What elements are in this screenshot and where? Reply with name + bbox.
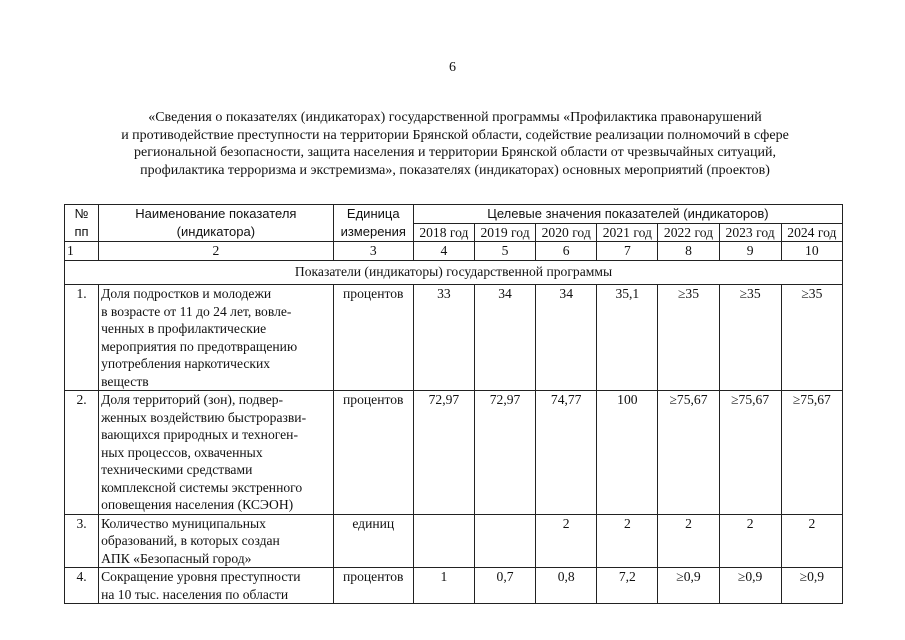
column-number: 1 [65, 242, 99, 261]
value-2024: 2 [781, 514, 842, 568]
header-year: 2022 год [658, 223, 719, 242]
value-2020: 0,8 [536, 568, 597, 604]
indicator-name-line: Количество муниципальных [101, 515, 266, 531]
indicator-name-line: употребления наркотических [101, 356, 271, 371]
value-2020: 34 [536, 285, 597, 391]
header-row [65, 205, 843, 224]
value-2023: ≥75,67 [719, 391, 781, 515]
section-row [65, 260, 843, 285]
value-2024: ≥0,9 [781, 568, 842, 604]
value-2023: 2 [719, 514, 781, 568]
indicator-name-line: Сокращение уровня преступности [101, 569, 301, 584]
row-number: 1. [65, 285, 99, 391]
indicator-name-line: мероприятия по предотвращению [101, 338, 298, 354]
value-2019: 72,97 [474, 391, 535, 515]
value-2023: ≥0,9 [719, 568, 781, 604]
indicator-name-line: ченных в профилактические [101, 321, 267, 336]
indicator-name-line: женных воздействию быстроразви- [101, 409, 307, 425]
column-number: 3 [333, 242, 413, 261]
header-year: 2021 год [597, 223, 658, 242]
title-line: «Сведения о показателях (индикаторах) государственной программы «Профилактика правонарушений [148, 110, 762, 125]
header-unit-line: Единица [346, 206, 400, 221]
indicator-name-line: на 10 тыс. населения по области [101, 586, 289, 602]
value-2021: 2 [597, 514, 658, 568]
section-title: Показатели (индикаторы) государственной программы [65, 260, 843, 285]
indicator-unit: единиц [333, 514, 413, 568]
row-number: 4. [65, 568, 99, 604]
column-number: 7 [597, 242, 658, 261]
column-number: 9 [719, 242, 781, 261]
header-num-line: № [74, 206, 89, 221]
header-year: 2023 год [719, 223, 781, 242]
header-num [65, 205, 99, 242]
column-number: 5 [474, 242, 535, 261]
indicator-name [99, 285, 334, 391]
indicator-unit: процентов [333, 391, 413, 515]
indicator-name-line: Доля территорий (зон), подвер- [101, 392, 284, 407]
value-2023: ≥35 [719, 285, 781, 391]
title-line: профилактика терроризма и экстремизма», показателях (индикаторах) основных мероприятий (проектов) [140, 162, 770, 178]
title-line: региональной безопасности, защита населения и территории Брянской области от чрезвычайных ситуаций, [134, 145, 776, 160]
header-name-line: Наименование показателя [135, 206, 297, 221]
row-number: 3. [65, 514, 99, 568]
table-row [65, 568, 843, 604]
indicator-name-line: веществ [101, 373, 149, 389]
value-2018 [413, 514, 474, 568]
value-2024: ≥35 [781, 285, 842, 391]
header-year: 2019 год [474, 223, 535, 242]
value-2020: 2 [536, 514, 597, 568]
indicator-name-line: комплексной системы экстренного [101, 479, 303, 495]
value-2019: 0,7 [474, 568, 535, 604]
indicator-name-line: образований, в которых создан [101, 533, 280, 548]
row-number: 2. [65, 391, 99, 515]
indicator-name [99, 514, 334, 568]
column-number: 2 [99, 242, 334, 261]
indicator-unit: процентов [333, 285, 413, 391]
page-number: 6 [449, 60, 456, 75]
table-row [65, 285, 843, 391]
header-targets: Целевые значения показателей (индикаторов) [413, 205, 842, 224]
column-number: 10 [781, 242, 842, 261]
indicator-name-line: ных процессов, охваченных [101, 444, 263, 460]
value-2021: 35,1 [597, 285, 658, 391]
indicator-name [99, 391, 334, 515]
indicator-name-line: Доля подростков и молодежи [101, 286, 272, 301]
header-name-line: (индикатора) [176, 223, 256, 239]
value-2022: ≥75,67 [658, 391, 719, 515]
value-2018: 33 [413, 285, 474, 391]
value-2022: ≥35 [658, 285, 719, 391]
header-name [99, 205, 334, 242]
column-number: 6 [536, 242, 597, 261]
header-year: 2024 год [781, 223, 842, 242]
value-2019 [474, 514, 535, 568]
value-2020: 74,77 [536, 391, 597, 515]
table-row [65, 514, 843, 568]
header-unit [333, 205, 413, 242]
indicator-unit: процентов [333, 568, 413, 604]
document-title [60, 109, 850, 179]
indicator-name-line: АПК «Безопасный город» [101, 550, 252, 566]
column-number: 8 [658, 242, 719, 261]
header-unit-line: измерения [340, 223, 406, 239]
column-number: 4 [413, 242, 474, 261]
indicator-name [99, 568, 334, 604]
value-2018: 72,97 [413, 391, 474, 515]
column-numbers-row [65, 242, 843, 261]
table-row [65, 391, 843, 515]
indicator-name-line: техническими средствами [101, 462, 253, 477]
value-2024: ≥75,67 [781, 391, 842, 515]
value-2018: 1 [413, 568, 474, 604]
value-2022: 2 [658, 514, 719, 568]
value-2019: 34 [474, 285, 535, 391]
value-2021: 100 [597, 391, 658, 515]
indicator-name-line: в возрасте от 11 до 24 лет, вовле- [101, 303, 292, 319]
header-num-line: пп [74, 223, 89, 239]
title-line: и противодействие преступности на территории Брянской области, содействие реализации полномочий в сфере [121, 127, 789, 143]
header-year: 2018 год [413, 223, 474, 242]
indicator-name-line: оповещения населения (КСЭОН) [101, 497, 294, 512]
header-year: 2020 год [536, 223, 597, 242]
value-2022: ≥0,9 [658, 568, 719, 604]
value-2021: 7,2 [597, 568, 658, 604]
indicator-name-line: вающихся природных и техноген- [101, 427, 298, 442]
indicators-table [64, 204, 843, 604]
